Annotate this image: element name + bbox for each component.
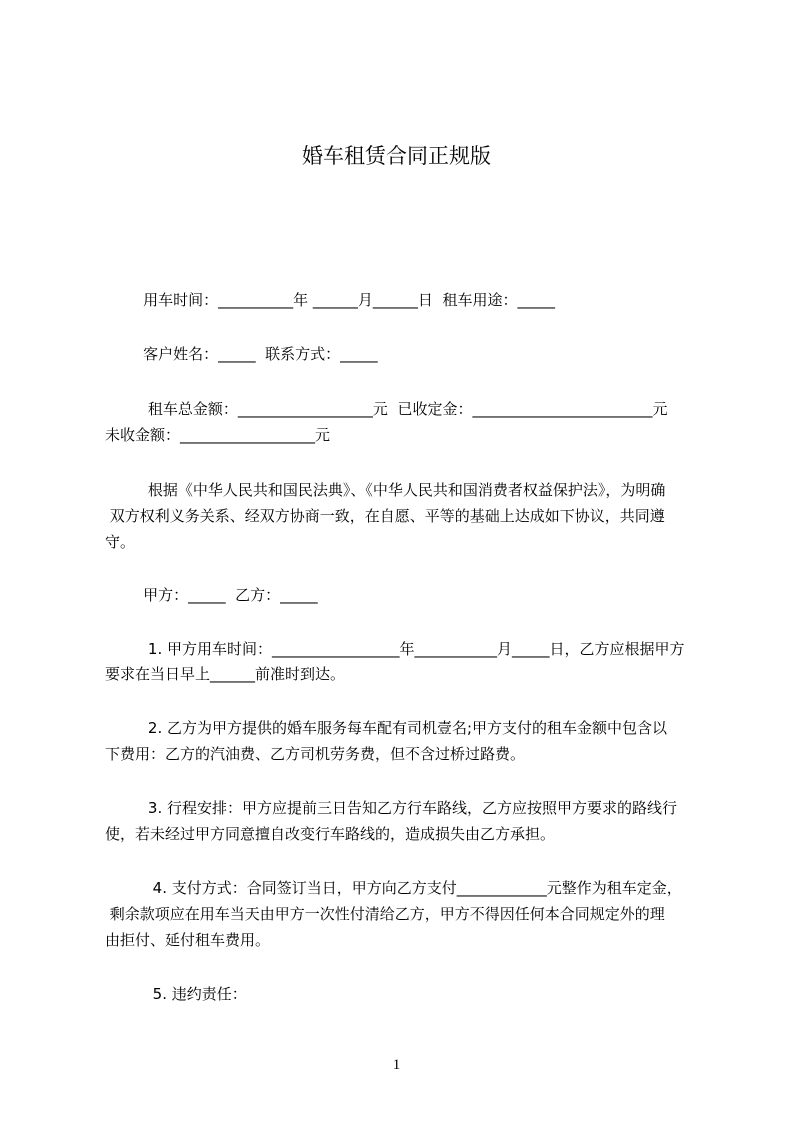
amount-line: 租车总金额：__________________元 已收定金：________________________元 xyxy=(105,400,668,418)
clause-3-line: 使，若未经过甲方同意擅自改变行车路线的，造成损失由乙方承担。 xyxy=(105,825,556,843)
customer-info-line: 客户姓名：_____ 联系方式：_____ xyxy=(105,345,378,363)
clause-4-line: 4. 支付方式：合同签订当日，甲方向乙方支付____________元整作为租车定金， xyxy=(105,879,682,897)
parties-line: 甲方：_____ 乙方：_____ xyxy=(105,586,318,604)
clause-2-line: 2. 乙方为甲方提供的婚车服务每车配有司机壹名;甲方支付的租车金额中包含以 xyxy=(105,719,668,737)
document-title: 婚车租赁合同正规版 xyxy=(302,144,491,168)
clause-1-line: 要求在当日早上______前准时到达。 xyxy=(105,665,346,683)
clause-1-line: 1. 甲方用车时间：_________________年___________月_____日，乙方应根据甲方 xyxy=(105,640,685,658)
clause-2-line: 下费用：乙方的汽油费、乙方司机劳务费，但不含过桥过路费。 xyxy=(105,745,526,763)
clause-4-line: 剩余款项应在用车当天由甲方一次性付清给乙方，甲方不得因任何本合同规定外的理 xyxy=(105,905,665,923)
clause-3-line: 3. 行程安排：甲方应提前三日告知乙方行车路线，乙方应按照甲方要求的路线行 xyxy=(105,799,677,817)
preamble-line: 根据《中华人民共和国民法典》、《中华人民共和国消费者权益保护法》，为明确 xyxy=(105,481,666,499)
preamble-line: 双方权利义务关系、经双方协商一致，在自愿、平等的基础上达成如下协议，共同遵 xyxy=(105,507,665,525)
unpaid-amount-line: 未收金额：__________________元 xyxy=(105,426,331,444)
clause-4-line: 由拒付、延付租车费用。 xyxy=(105,931,271,949)
page-number: 1 xyxy=(392,1057,401,1073)
preamble-line: 守。 xyxy=(105,533,136,551)
rental-time-line: 用车时间：__________年 ______月______日 租车用途：_____ xyxy=(105,291,555,309)
clause-5-line: 5. 违约责任： xyxy=(105,985,247,1003)
